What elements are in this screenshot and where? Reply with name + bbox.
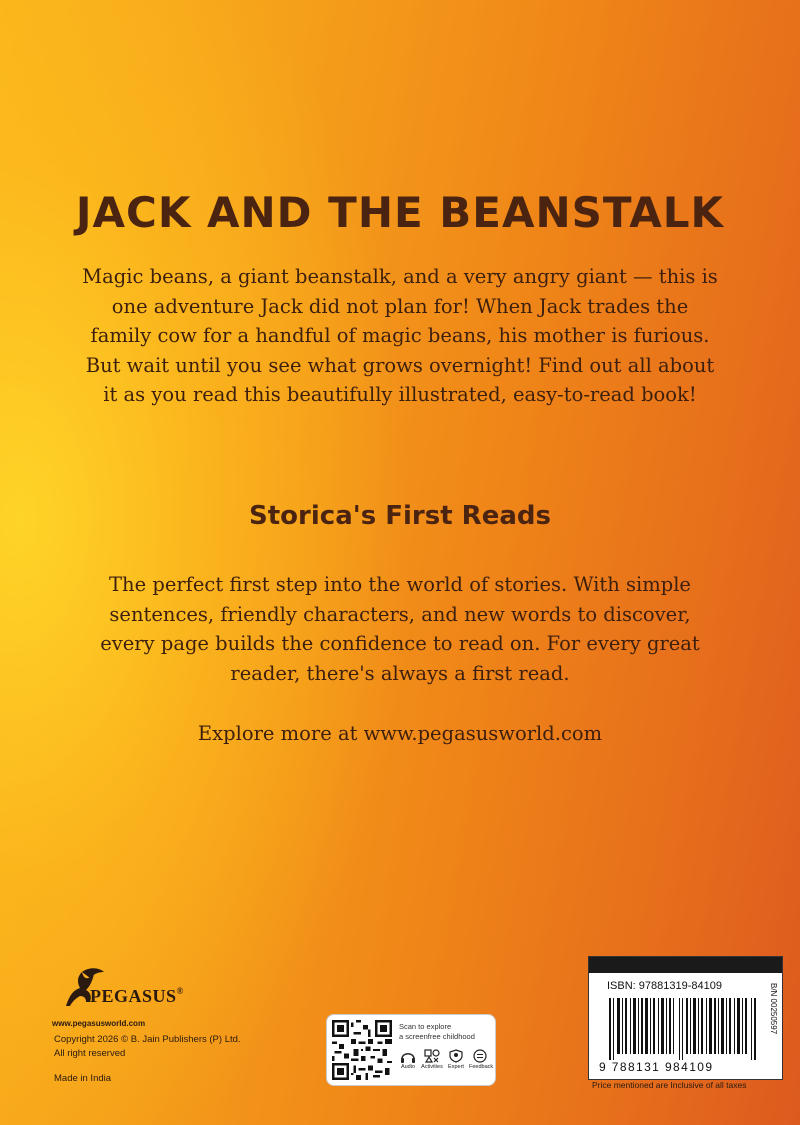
publisher-logo bbox=[46, 966, 196, 1024]
copyright-text: Copyright 2026 © B. Jain Publishers (P) Ltd. bbox=[54, 1034, 241, 1045]
barcode-digits: 9 788131 984109 bbox=[599, 1060, 714, 1074]
book-title: JACK AND THE BEANSTALK bbox=[75, 188, 725, 237]
isbn-label: ISBN: 97881319-84109 bbox=[607, 980, 722, 992]
activities-icon bbox=[424, 1049, 440, 1063]
qr-code-icon[interactable] bbox=[332, 1020, 392, 1080]
isbn-header-bar bbox=[589, 957, 782, 973]
explore-link[interactable]: Explore more at www.pegasusworld.com bbox=[197, 722, 603, 745]
book-blurb: Magic beans, a giant beanstalk, and a very angry giant — this is one adventure Jack did not plan for! When Jack trades the family cow for a handful of magic beans, his mother is furious. But wait until you see what grows overnight! Find out all about it as you read this beautifully illustrated, easy-to-read book! bbox=[82, 265, 718, 406]
expert-shield-icon bbox=[448, 1049, 464, 1063]
made-in-text: Made in India bbox=[54, 1073, 112, 1084]
qr-card[interactable] bbox=[326, 1014, 496, 1086]
qr-feature-list bbox=[397, 1049, 493, 1083]
bn-number: B/N 00250597 bbox=[769, 983, 778, 1035]
expert-feature: Expert bbox=[445, 1049, 467, 1070]
activities-feature: Activities bbox=[421, 1049, 443, 1070]
logo-wordmark: PEGASUS® bbox=[90, 986, 184, 1006]
series-description: The perfect first step into the world of stories. With simple sentences, friendly characters, and new words to discover, every page builds the confidence to read on. For every great reader, there's always a first read. bbox=[100, 573, 700, 685]
qr-scan-text: Scan to explore a screenfree childhood bbox=[399, 1022, 475, 1041]
headphones-icon bbox=[400, 1049, 416, 1063]
audio-feature: Audio bbox=[397, 1049, 419, 1070]
feedback-feature: Feedback bbox=[469, 1049, 491, 1070]
barcode-icon bbox=[609, 998, 757, 1060]
publisher-url[interactable]: www.pegasusworld.com bbox=[52, 1019, 146, 1028]
isbn-box bbox=[588, 956, 783, 1080]
feedback-icon bbox=[472, 1049, 488, 1063]
rights-text: All right reserved bbox=[54, 1048, 126, 1059]
price-note: Price mentioned are Inclusive of all taxes bbox=[592, 1080, 747, 1090]
series-name: Storica's First Reads bbox=[249, 501, 551, 531]
